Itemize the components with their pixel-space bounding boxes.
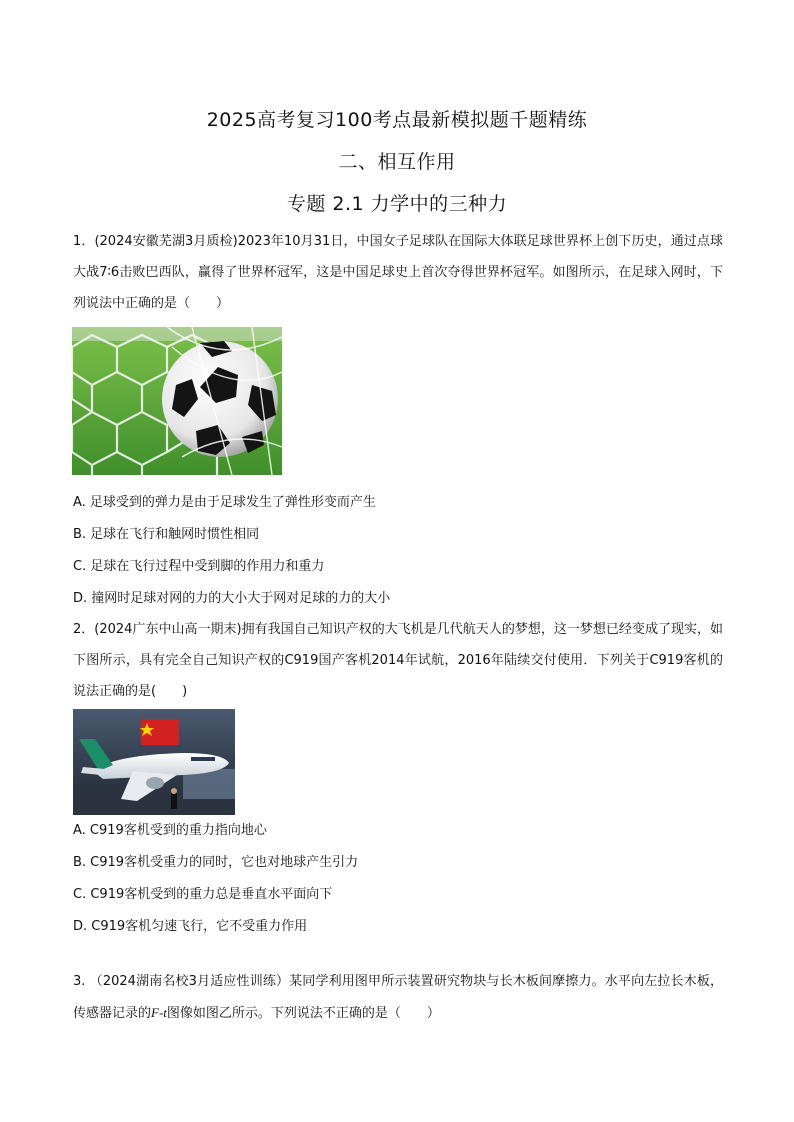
- question-2-option-a: A. C919客机受到的重力指向地心: [73, 823, 267, 838]
- topic-title: 专题 2.1 力学中的三种力: [286, 193, 508, 215]
- question-1-option-d: D. 撞网时足球对网的力的大小大于网对足球的力的大小: [73, 591, 391, 606]
- question-3-stem: [73, 966, 723, 1029]
- question-2-option-b: B. C919客机受重力的同时，它也对地球产生引力: [73, 855, 359, 870]
- c919-aircraft-image: [73, 709, 235, 815]
- document-title: 2025高考复习100考点最新模拟题千题精练: [206, 109, 588, 131]
- soccer-ball-image: [72, 327, 282, 475]
- question-3-variable: F-t: [151, 1005, 167, 1020]
- question-3-stem-part-1: 3. （2024湖南名校3月适应性训练）某同学利用图甲所示装置研究物块与长木板间摩擦力。水平向左拉长木板，传感器记录的: [73, 974, 723, 1021]
- question-1-option-b: B. 足球在飞行和触网时惯性相同: [73, 527, 260, 542]
- question-3-stem-part-2: 图像如图乙所示。下列说法不正确的是（ ）: [166, 1006, 440, 1021]
- question-2-stem: 2．(2024广东中山高一期末)拥有我国自己知识产权的大飞机是几代航天人的梦想，这一梦想已经变成了现实，如下图所示，具有完全自己知识产权的C919国产客机2014年试航，2016年陆续交付使用．下列关于C919客机的说法正确的是( ): [73, 622, 723, 699]
- question-2-option-d: D. C919客机匀速飞行，它不受重力作用: [73, 919, 308, 934]
- question-1-option-c: C. 足球在飞行过程中受到脚的作用力和重力: [73, 559, 325, 574]
- chapter-title: 二、相互作用: [338, 151, 456, 173]
- question-1-option-a: A. 足球受到的弹力是由于足球发生了弹性形变而产生: [73, 495, 376, 510]
- question-1-stem: 1．(2024安徽芜湖3月质检)2023年10月31日，中国女子足球队在国际大体联足球世界杯上创下历史，通过点球大战7∶6击败巴西队，赢得了世界杯冠军，这是中国足球史上首次夺得世界杯冠军。如图所示，在足球入网时，下列说法中正确的是（ ）: [73, 234, 723, 311]
- question-2-option-c: C. C919客机受到的重力总是垂直水平面向下: [73, 887, 333, 902]
